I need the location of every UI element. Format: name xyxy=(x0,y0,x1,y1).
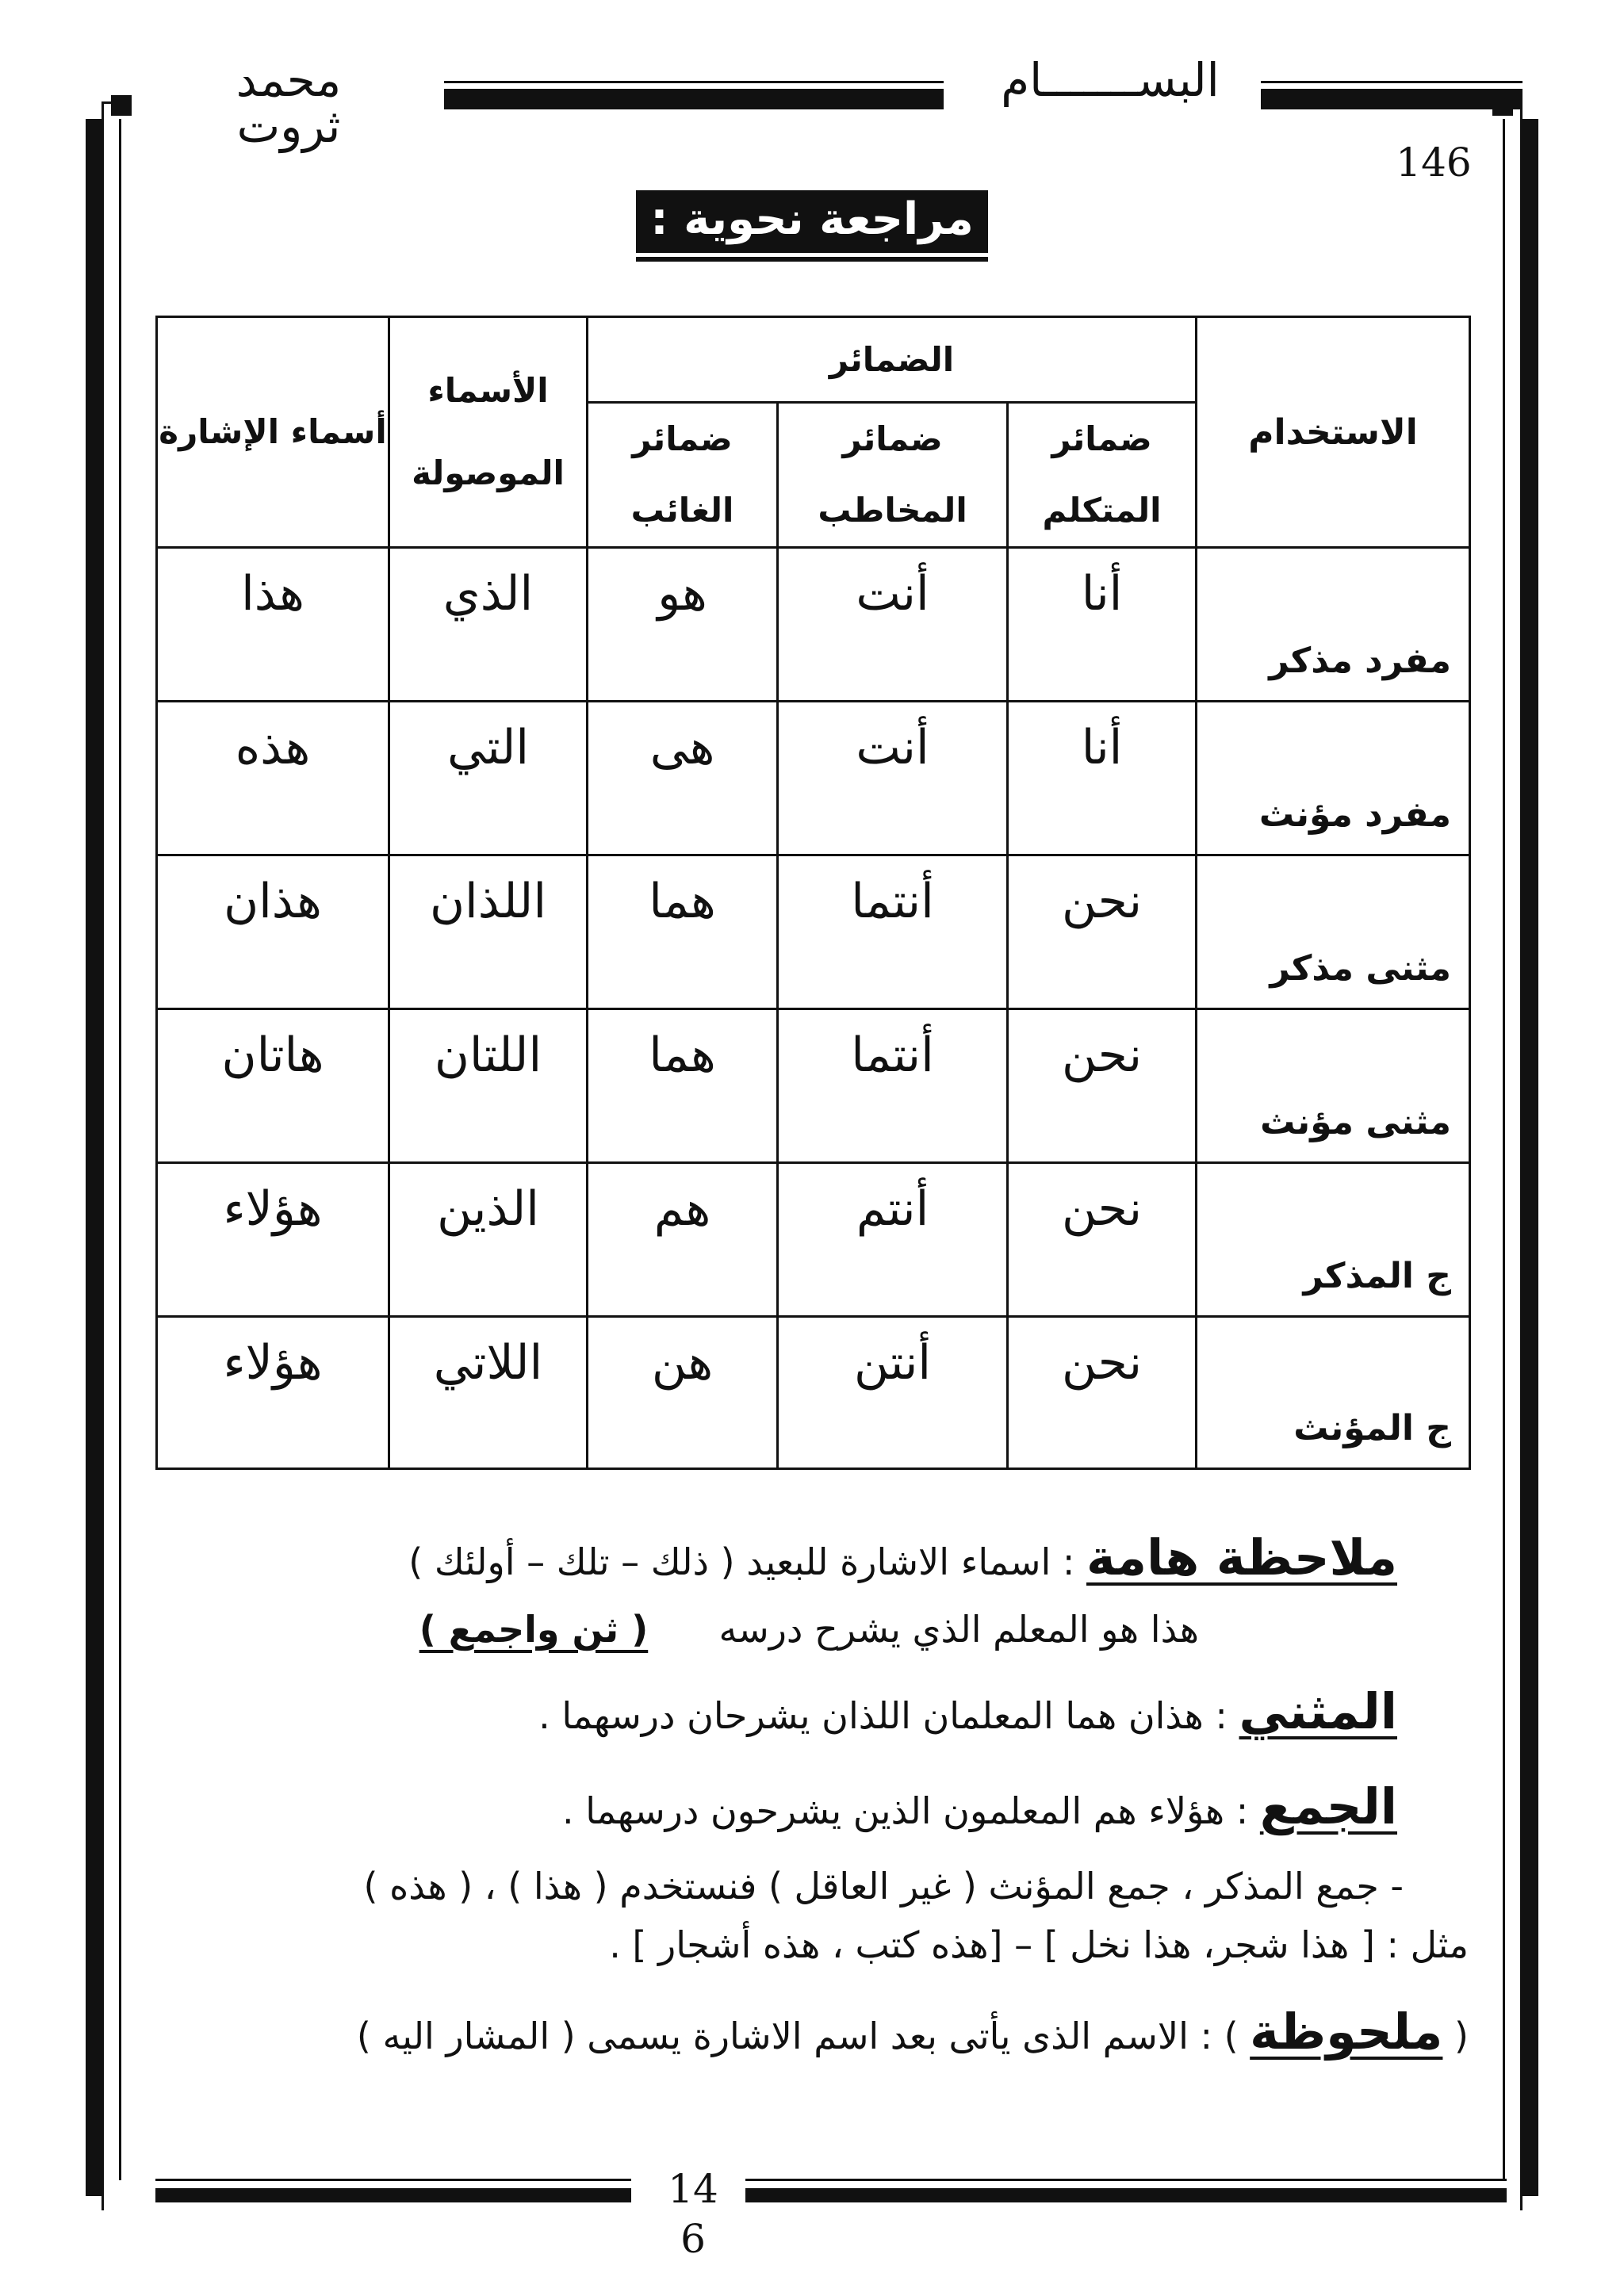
demonstrative-noun: هذه xyxy=(157,702,389,855)
addressee-pronoun: أنت xyxy=(778,548,1008,702)
table-row xyxy=(157,702,1470,855)
absent-pronouns-header: ضمائر الغائب xyxy=(588,403,778,548)
addressee-pronoun: أنتما xyxy=(778,1009,1008,1163)
usage-header: الاستخدام xyxy=(1197,317,1470,548)
row-label: مثنى مؤنث xyxy=(1197,1009,1470,1163)
absent-pronoun: هما xyxy=(588,1009,778,1163)
remark-text: : الاسم الذى يأتى بعد اسم الاشارة يسمى ( المشار اليه ) xyxy=(356,2015,1212,2057)
example-instruction: ( ثن واجمع ) xyxy=(419,1608,649,1651)
speaker-pronoun: نحن xyxy=(1008,1009,1197,1163)
pronouns-header: الضمائر xyxy=(588,317,1197,403)
important-note-text: : اسماء الاشارة للبعيد ( ذلك – تلك – أولئك ) xyxy=(408,1540,1075,1583)
absent-pronoun: هم xyxy=(588,1163,778,1317)
relative-noun: الذي xyxy=(389,548,588,702)
header-rule-left-thin xyxy=(444,81,944,83)
row-label: ج المؤنث xyxy=(1197,1317,1470,1469)
table-row xyxy=(157,855,1470,1009)
addressee-pronoun: أنتم xyxy=(778,1163,1008,1317)
demonstrative-noun: هؤلاء xyxy=(157,1317,389,1469)
grammar-table xyxy=(155,316,1471,1470)
example-line xyxy=(155,1608,1469,1651)
addressee-pronoun: أنتن xyxy=(778,1317,1008,1469)
speaker-pronoun: أنا xyxy=(1008,702,1197,855)
example-list-line xyxy=(155,1923,1469,1966)
speaker-pronoun: نحن xyxy=(1008,855,1197,1009)
header-rule-left xyxy=(444,89,944,109)
remark-note xyxy=(155,2003,1469,2061)
demonstrative-noun: هؤلاء xyxy=(157,1163,389,1317)
row-label: مفرد مؤنث xyxy=(1197,702,1470,855)
addressee-pronoun: أنتما xyxy=(778,855,1008,1009)
absent-pronoun: هو xyxy=(588,548,778,702)
speaker-pronoun: نحن xyxy=(1008,1317,1197,1469)
absent-pronoun: هن xyxy=(588,1317,778,1469)
relative-noun: اللاتي xyxy=(389,1317,588,1469)
addressee-pronoun: أنت xyxy=(778,702,1008,855)
example-sentence: هذا هو المعلم الذي يشرح درسه xyxy=(718,1608,1199,1651)
rule-line xyxy=(167,1865,1404,1908)
relative-noun: اللذان xyxy=(389,855,588,1009)
absent-pronoun: هما xyxy=(588,855,778,1009)
absent-pronoun: هى xyxy=(588,702,778,855)
table-row xyxy=(157,1009,1470,1163)
rule-text: - جمع المذكر ، جمع المؤنث ( غير العاقل ) فنستخدم ( هذا ) ، ( هذه ) xyxy=(363,1865,1404,1908)
plural-label: الجمع xyxy=(1259,1777,1397,1835)
relative-header: الأسماء الموصولة xyxy=(389,317,588,548)
header-rule-right xyxy=(1261,89,1522,109)
footer-page-number-main: 14 xyxy=(668,2166,718,2212)
table-row xyxy=(157,1317,1470,1469)
demonstrative-noun: هاتان xyxy=(157,1009,389,1163)
row-label: مثنى مذكر xyxy=(1197,855,1470,1009)
demonstrative-noun: هذان xyxy=(157,855,389,1009)
relative-noun: الذين xyxy=(389,1163,588,1317)
demonstrative-header: أسماء الإشارة xyxy=(157,317,389,548)
footer-page-number-overflow: 6 xyxy=(680,2215,706,2262)
author-name: محمد ثروت xyxy=(236,53,342,153)
row-label: مفرد مذكر xyxy=(1197,548,1470,702)
row-label: ج المذكر xyxy=(1197,1163,1470,1317)
section-title: مراجعة نحوية : xyxy=(636,190,988,257)
speaker-pronoun: أنا xyxy=(1008,548,1197,702)
dual-note xyxy=(155,1682,1469,1740)
example-list-text: مثل : [ هذا شجر، هذا نخل ] – [هذه كتب ، هذه أشجار ] . xyxy=(609,1923,1469,1966)
important-note-label: ملاحظة هامة xyxy=(1086,1529,1397,1586)
footer-page-number xyxy=(653,2164,733,2262)
section-title-wrap xyxy=(0,190,1624,257)
dual-label: المثني xyxy=(1239,1682,1397,1740)
remark-close-paren: ) xyxy=(1224,2015,1239,2057)
table-row xyxy=(157,548,1470,702)
header-rule-right-thin xyxy=(1261,81,1522,83)
plural-text: : هؤلاء هم المعلمون الذين يشرحون درسهما . xyxy=(562,1789,1249,1832)
relative-noun: التي xyxy=(389,702,588,855)
speaker-pronoun: نحن xyxy=(1008,1163,1197,1317)
relative-noun: اللتان xyxy=(389,1009,588,1163)
remark-open-paren: ( xyxy=(1454,2015,1469,2057)
speaker-pronouns-header: ضمائر المتكلم xyxy=(1008,403,1197,548)
important-note xyxy=(155,1529,1469,1586)
addressee-pronouns-header: ضمائر المخاطب xyxy=(778,403,1008,548)
dual-text: : هذان هما المعلمان اللذان يشرحان درسهما . xyxy=(538,1694,1228,1737)
book-title: البســـــــام xyxy=(1001,53,1220,107)
remark-label: ملحوظة xyxy=(1250,2003,1443,2061)
plural-note xyxy=(155,1777,1469,1835)
table-row xyxy=(157,1163,1470,1317)
demonstrative-noun: هذا xyxy=(157,548,389,702)
page-number: 146 xyxy=(1396,140,1472,186)
